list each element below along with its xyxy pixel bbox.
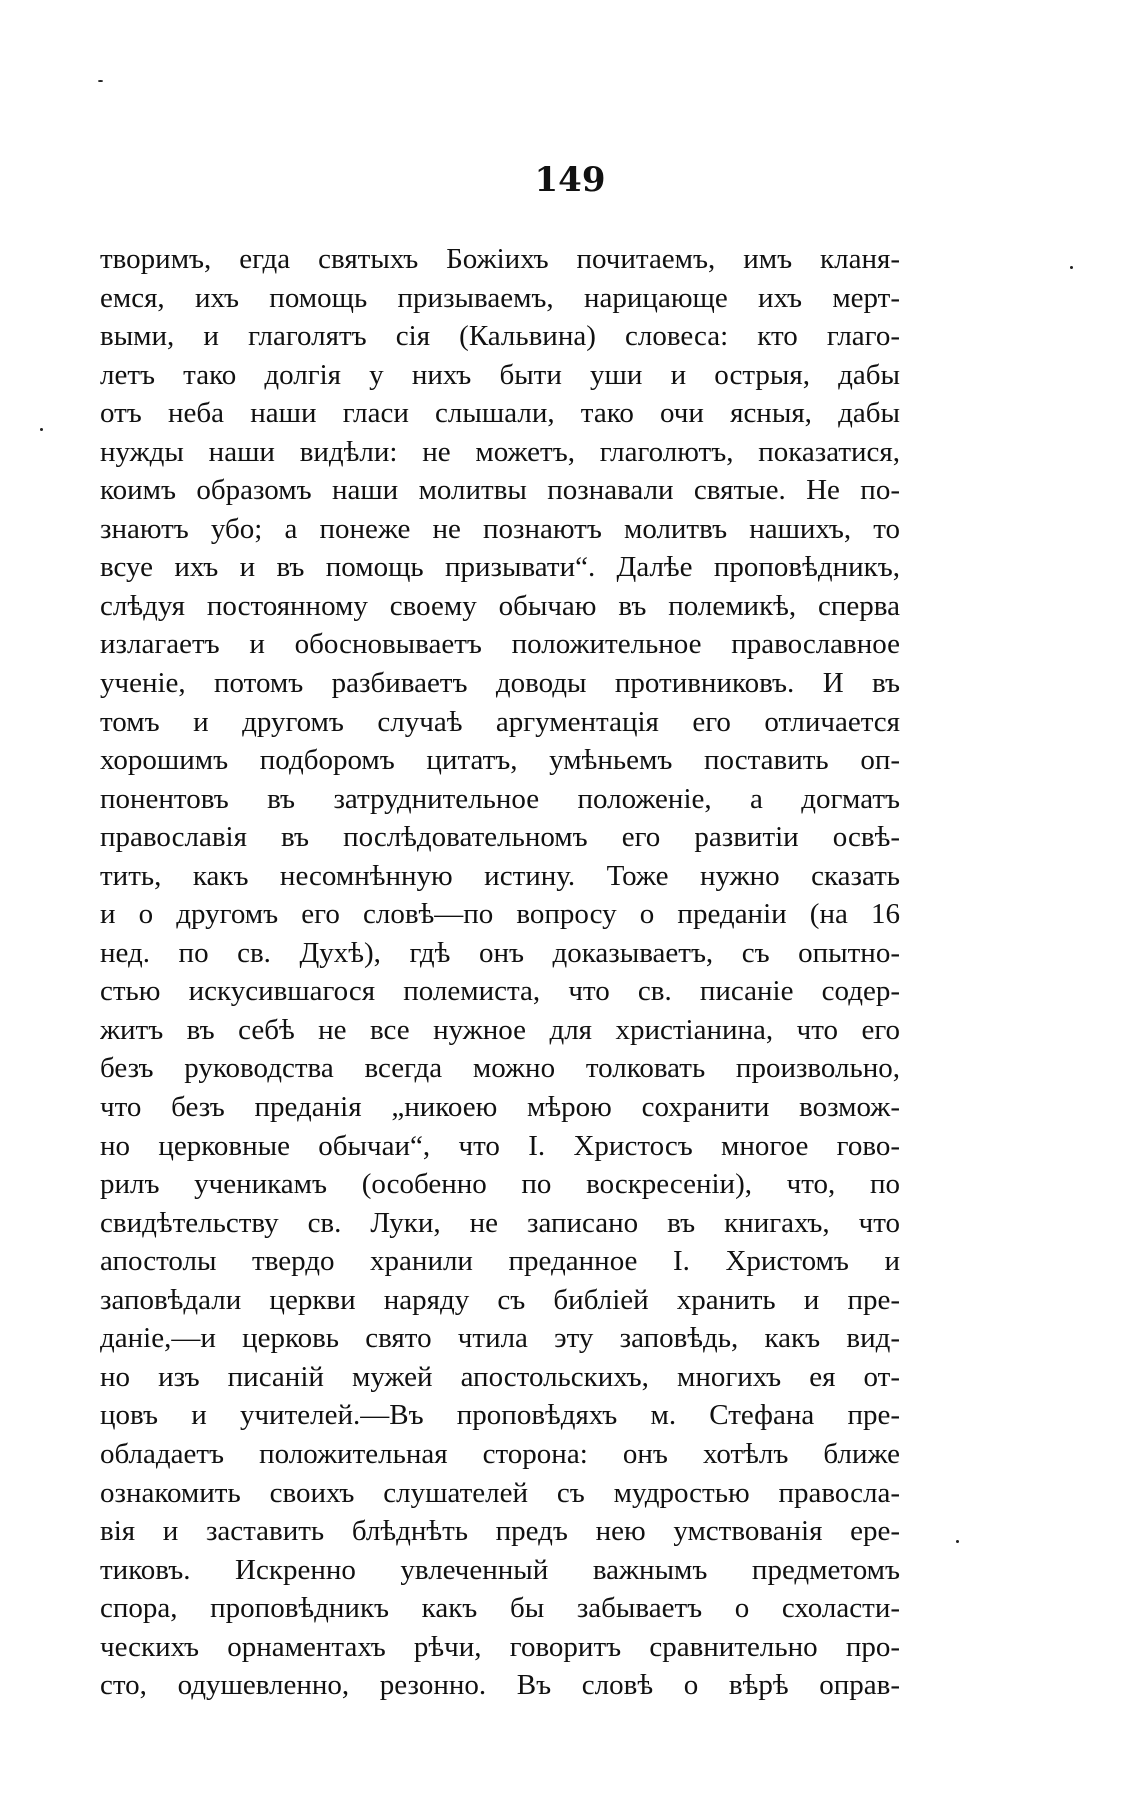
text-line: спора, проповѣдникъ какъ бы забываетъ о схоласти- — [100, 1592, 900, 1625]
text-line: свидѣтельству св. Луки, не записано въ книгахъ, что — [100, 1206, 900, 1239]
text-line: выми, и глаголятъ сія (Кальвина) словеса: кто глаго- — [100, 320, 900, 353]
scan-speck — [1070, 266, 1073, 269]
text-line: православія въ послѣдовательномъ его развитіи освѣ- — [100, 821, 900, 854]
text-line: житъ въ себѣ не все нужное для христіанина, что его — [100, 1013, 900, 1046]
text-line: всуе ихъ и въ помощь призывати“. Далѣе проповѣдникъ, — [100, 551, 900, 584]
text-line: даніе,—и церковь свято чтила эту заповѣдь, какъ вид- — [100, 1322, 900, 1355]
text-line: стью искусившагося полемиста, что св. писаніе содер- — [100, 975, 900, 1008]
text-line: что безъ преданія „никоею мѣрою сохранити возмож- — [100, 1091, 900, 1124]
text-line: ческихъ орнаментахъ рѣчи, говоритъ сравнительно про- — [100, 1630, 900, 1663]
scan-speck — [40, 428, 43, 431]
text-line: вія и заставить блѣднѣть предъ нею умствованія ере- — [100, 1515, 900, 1548]
text-line: томъ и другомъ случаѣ аргументація его отличается — [100, 705, 900, 738]
text-line: безъ руководства всегда можно толковать произвольно, — [100, 1052, 900, 1085]
text-line: но изъ писаній мужей апостольскихъ, многихъ ея от- — [100, 1360, 900, 1393]
text-line: творимъ, егда святыхъ Божіихъ почитаемъ, имъ кланя- — [100, 243, 900, 275]
text-line: слѣдуя постоянному своему обычаю въ полемикѣ, сперва — [100, 589, 900, 622]
text-line: обладаетъ положительная сторона: онъ хотѣлъ ближе — [100, 1437, 900, 1470]
text-line: летъ тако долгія у нихъ быти уши и острыя, дабы — [100, 358, 900, 391]
text-line: емся, ихъ помощь призываемъ, нарицающе ихъ мерт- — [100, 281, 900, 314]
text-line: апостолы твердо хранили преданное І. Христомъ и — [100, 1245, 900, 1278]
text-line: нед. по св. Духѣ), гдѣ онъ доказываетъ, съ опытно- — [100, 936, 900, 969]
text-line: понентовъ въ затруднительное положеніе, а догматъ — [100, 782, 900, 815]
text-line: цовъ и учителей.—Въ проповѣдяхъ м. Стефана пре- — [100, 1399, 900, 1432]
text-line: ученіе, потомъ разбиваетъ доводы противниковъ. И въ — [100, 667, 900, 700]
text-line: ознакомить своихъ слушателей съ мудростью правосла- — [100, 1476, 900, 1509]
scan-speck — [956, 1540, 959, 1543]
text-line: рилъ ученикамъ (особенно по воскресеніи), что, по — [100, 1168, 900, 1201]
text-line: коимъ образомъ наши молитвы познавали святые. Не по- — [100, 474, 900, 507]
text-line: нужды наши видѣли: не можетъ, глаголютъ, показатися, — [100, 435, 900, 468]
page-number: 149 — [534, 160, 606, 200]
text-line: знаютъ убо; а понеже не познаютъ молитвъ нашихъ, то — [100, 512, 900, 545]
text-line: отъ неба наши гласи слышали, тако очи ясныя, дабы — [100, 397, 900, 430]
text-line: тиковъ. Искренно увлеченный важнымъ предметомъ — [100, 1553, 900, 1586]
text-line: тить, какъ несомнѣнную истину. Тоже нужно сказать — [100, 859, 900, 892]
text-line: хорошимъ подборомъ цитатъ, умѣньемъ поставить оп- — [100, 744, 900, 777]
scan-speck — [98, 80, 103, 82]
text-line: и о другомъ его словѣ—по вопросу о преданіи (на 16 — [100, 898, 900, 931]
body-text — [100, 240, 900, 1705]
text-line: но церковные обычаи“, что І. Христосъ многое гово- — [100, 1129, 900, 1162]
text-line: заповѣдали церкви наряду съ библіей хранить и пре- — [100, 1283, 900, 1316]
text-line: сто, одушевленно, резонно. Въ словѣ о вѣрѣ оправ- — [100, 1669, 900, 1702]
text-line: излагаетъ и обосновываетъ положительное православное — [100, 628, 900, 661]
